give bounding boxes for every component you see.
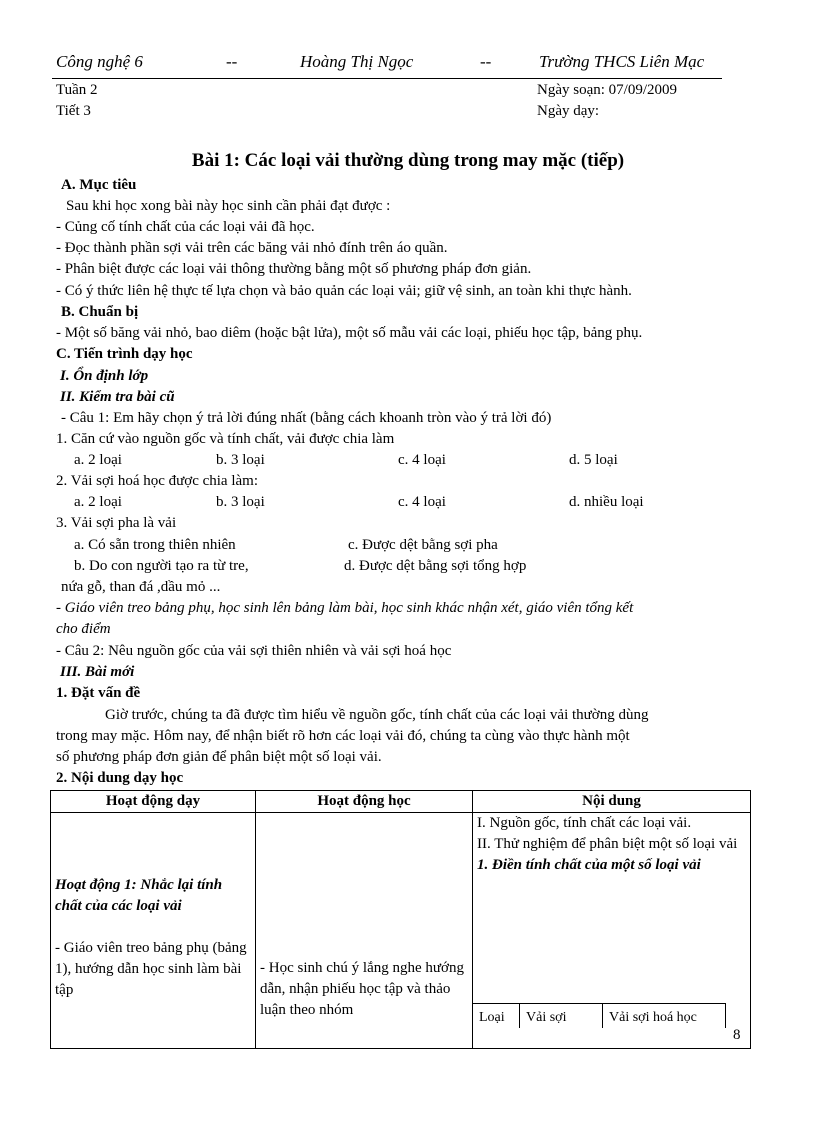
quiz-option: a. 2 loại [74, 494, 122, 510]
header-divider [52, 78, 722, 79]
lesson-title: Bài 1: Các loại vải thường dùng trong may mặc (tiếp) [191, 150, 625, 171]
header-separator: -- [226, 52, 238, 71]
meta-taught-date: Ngày dạy: [537, 103, 600, 119]
section-a-heading: A. Mục tiêu [61, 177, 137, 193]
quiz-option: c. 4 loại [398, 452, 446, 468]
question-1: - Câu 1: Em hãy chọn ý trả lời đúng nhất (bằng cách khoanh tròn vào ý trả lời đó) [61, 410, 552, 426]
table-header: Vải sợi [520, 1004, 603, 1029]
preparation-text: - Một số băng vải nhỏ, bao diêm (hoặc bật lửa), một số mẫu vải các loại, phiếu học tập, bảng phụ. [56, 325, 643, 341]
header-teacher: Hoàng Thị Ngọc [300, 52, 414, 71]
quiz-option: a. 2 loại [74, 452, 122, 468]
table-header: Loại [473, 1004, 520, 1029]
table-header: Nội dung [473, 791, 751, 813]
objective-item: - Củng cố tính chất của các loại vải đã học. [56, 219, 315, 235]
header-separator: -- [480, 52, 492, 71]
intro-paragraph-line: Giờ trước, chúng ta đã được tìm hiểu về nguồn gốc, tính chất của các loại vải thường dùng [105, 707, 649, 723]
part-1-heading: I. Ổn định lớp [60, 368, 149, 384]
part-3-heading: III. Bài mới [60, 664, 135, 680]
intro-heading: 1. Đặt vấn đề [56, 685, 141, 701]
section-b-heading: B. Chuẩn bị [61, 304, 139, 320]
quiz-option: c. 4 loại [398, 494, 446, 510]
teacher-note: cho điểm [56, 621, 111, 637]
header-subject: Công nghệ 6 [56, 52, 143, 71]
table-header-row [51, 791, 751, 813]
quiz-option-continuation: nứa gỗ, than đá ,dầu mỏ ... [61, 579, 221, 595]
table-header: Hoạt động học [256, 791, 473, 813]
section-c-heading: C. Tiến trình dạy học [56, 346, 193, 362]
student-activity-cell [256, 813, 473, 1049]
activity-title: Hoạt động 1: Nhắc lại tính chất của các loại vải [55, 877, 223, 914]
quiz-option: d. 5 loại [569, 452, 618, 468]
content-subheading: 1. Điền tính chất của một số loại vải [477, 857, 701, 873]
section-a-intro: Sau khi học xong bài này học sinh cần phải đạt được : [66, 198, 391, 214]
table-header: Hoạt động dạy [51, 791, 256, 813]
quiz-question: 3. Vải sợi pha là vải [56, 515, 177, 531]
objective-item: - Phân biệt được các loại vải thông thường bằng một số phương pháp đơn giản. [56, 261, 532, 277]
intro-paragraph-line: trong may mặc. Hôm nay, để nhận biết rõ hơn các loại vải đó, chúng ta cùng vào thực hành một [56, 728, 630, 744]
quiz-option: b. 3 loại [216, 452, 265, 468]
meta-week: Tuần 2 [56, 82, 98, 98]
quiz-option: d. nhiều loại [569, 494, 644, 510]
quiz-question: 1. Căn cứ vào nguồn gốc và tính chất, vải được chia làm [56, 431, 395, 447]
content-line: I. Nguồn gốc, tính chất các loại vải. [477, 815, 692, 831]
table-header-row [473, 1004, 726, 1029]
teacher-activity-cell [51, 813, 256, 1049]
header-school: Trường THCS Liên Mạc [539, 52, 705, 71]
quiz-option: d. Được dệt bằng sợi tổng hợp [344, 558, 527, 574]
part-2-heading: II. Kiểm tra bài cũ [60, 389, 175, 405]
teacher-action: - Giáo viên treo bảng phụ (bảng 1), hướng dẫn học sinh làm bài tập [55, 940, 247, 998]
page-number: 8 [733, 1027, 741, 1043]
content-heading: 2. Nội dung dạy học [56, 770, 184, 786]
quiz-question: 2. Vải sợi hoá học được chia làm: [56, 473, 259, 489]
intro-paragraph-line: số phương pháp đơn giản để phân biệt một số loại vải. [56, 749, 382, 765]
table-header: Vải sợi hoá học [603, 1004, 726, 1029]
question-2: - Câu 2: Nêu nguồn gốc của vải sợi thiên nhiên và vải sợi hoá học [56, 643, 452, 659]
meta-period: Tiết 3 [56, 103, 91, 119]
property-table [472, 1003, 726, 1028]
objective-item: - Đọc thành phần sợi vải trên các băng vải nhỏ đính trên áo quần. [56, 240, 448, 256]
objective-item: - Có ý thức liên hệ thực tế lựa chọn và bảo quản các loại vải; giữ vệ sinh, an toàn khi thực hành. [56, 283, 632, 299]
content-line: II. Thử nghiệm để phân biệt một số loại vải [477, 836, 738, 852]
student-action: - Học sinh chú ý lắng nghe hướng dẫn, nhận phiếu học tập và thảo luận theo nhóm [260, 960, 464, 1018]
teacher-note: - Giáo viên treo bảng phụ, học sinh lên bảng làm bài, học sinh khác nhận xét, giáo viên tổng kết [56, 600, 634, 616]
quiz-option: a. Có sẵn trong thiên nhiên [74, 537, 236, 553]
meta-prepared-date: Ngày soạn: 07/09/2009 [537, 82, 677, 98]
quiz-option: c. Được dệt bằng sợi pha [348, 537, 498, 553]
quiz-option: b. Do con người tạo ra từ tre, [74, 558, 249, 574]
quiz-option: b. 3 loại [216, 494, 265, 510]
